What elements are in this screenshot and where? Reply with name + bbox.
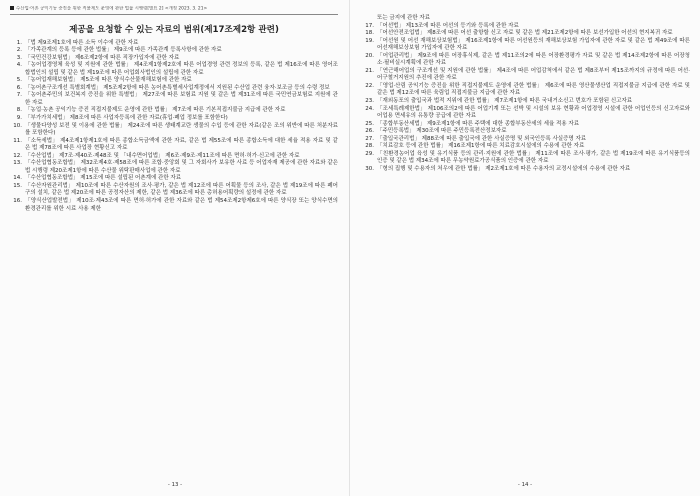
page-header — [10, 6, 338, 15]
item-text: 「수산업법」 제7조·제40조·제48조 및 「내수면어업법」 제6조·제9조·제11조에 따른 면허·허가·신고에 관한 자료 — [25, 152, 300, 159]
list-item — [362, 53, 690, 68]
item-text: 「농어업경영체 육성 및 지원에 관한 법률」 제4조제1항제2호에 따른 어업경영 관련 정보의 등록, 같은 법 제16조에 따른 영어조합법인의 설립 및 같은 법 제19조에 따른 어업회사법인의 설립에 관한 자료 — [25, 62, 338, 76]
item-text: 「생물다양성 보전 및 이용에 관한 법률」 제24조에 따른 생태계교란 생물의 수입 등에 관한 자료(같은 조의 위반에 따른 처분자료를 포함한다) — [25, 122, 338, 137]
item-number: 14. — [13, 175, 22, 182]
item-number: 9. — [16, 114, 22, 121]
list-item — [10, 107, 338, 115]
item-number: 29. — [365, 150, 374, 157]
item-text: 「양식산업발전법」 제10조·제43조에 따른 면허·허가에 관한 자료와 같은 법 제54조제2항제6호에 따른 양식장 또는 양식수면의 환경관리를 위한 시료 사용 제한 — [25, 197, 338, 212]
list-item — [362, 128, 690, 136]
item-number: 26. — [365, 128, 374, 135]
item-text: 「수산자원관리법」 제10조에 따른 수산자원의 조사·평가, 같은 법 제12조에 따른 어획물 등의 조사, 같은 법 제19조에 따른 폐어구의 설치, 같은 법 제20조에 따른 공정자산의 제한, 같은 법 제36조에 따른 총허용어획량의 설정에 관한 자료 — [25, 182, 338, 197]
item-text: 「출입국관리법」 제88조에 따른 출입국에 관한 사실증명 및 외국인등록 사실증명 자료 — [377, 135, 587, 142]
item-text: 「친환경농어업 육성 및 유기식품 등의 관리·지원에 관한 법률」 제11조에 따른 조사·평가, 같은 법 제19조에 따른 유기식품등의 인증 및 같은 법 제34조에 따른 무농약원료가공식품의 인증에 관한 자료 — [377, 150, 690, 165]
list-item — [10, 160, 338, 175]
list-item — [10, 55, 338, 63]
item-number: 12. — [13, 152, 22, 159]
list-item — [10, 77, 338, 85]
list-item — [10, 47, 338, 55]
list-item — [362, 151, 690, 166]
item-number — [362, 15, 377, 23]
item-number: 8. — [16, 107, 22, 114]
item-number: 1. — [16, 39, 22, 46]
right-item-list — [362, 15, 690, 173]
item-number: 3. — [16, 54, 22, 61]
list-item — [362, 83, 690, 98]
item-number: 20. — [365, 52, 374, 59]
item-number: 28. — [365, 143, 374, 150]
list-item — [10, 62, 338, 77]
right-top-spacer — [362, 6, 690, 15]
item-number: 22. — [365, 82, 374, 89]
list-item — [10, 115, 338, 123]
list-item — [10, 40, 338, 48]
item-number: 10. — [13, 122, 22, 129]
item-text: 「농어촌주민의 보건복지 증진을 위한 특별법」 제27조에 따른 보험료 지원 및 같은 법 제31조에 따른 국민연금보험료 지원에 관한 자료 — [25, 92, 338, 106]
item-number: 4. — [16, 62, 22, 69]
list-item — [10, 138, 338, 153]
item-text: 「수산업협동조합법」 제32조제4호·제58조에 따른 조합·중앙회 및 그 자회사가 보유한 사료 등 어업자재 제공에 관한 자료와 같은 법 시행령 제20조제1항에 따른 수산물 위탁판매사업에 관한 자료 — [25, 160, 338, 174]
item-number: 18. — [365, 30, 374, 37]
document-title: 제공을 요청할 수 있는 자료의 범위(제17조제2항 관련) — [69, 24, 279, 35]
list-item — [362, 143, 690, 151]
item-text: 「연근해어업의 구조개선 및 지원에 관한 법률」 제4조에 따른 어업감척에서 같은 법 제8조부터 제15조까지의 규정에 따른 어선·어구철거지원의 추진에 관한 자료 — [377, 67, 690, 82]
header-square-icon — [10, 6, 14, 10]
list-item — [362, 15, 690, 23]
item-text: 「농업·농촌 공익기능 증진 직접지불제도 운영에 관한 법률」 제7조에 따른 기본직접지불금 지급에 관한 자료 — [25, 107, 286, 114]
item-number: 5. — [16, 77, 22, 84]
item-number: 30. — [365, 165, 374, 172]
item-number: 25. — [365, 120, 374, 127]
page-number-right: - 14 - — [517, 482, 533, 488]
item-number: 13. — [13, 160, 22, 167]
item-number: 19. — [365, 37, 374, 44]
item-number: 24. — [365, 105, 374, 112]
item-text: 「소득세법」 제4조제1항제1호에 따른 종합소득금액에 관한 자료, 같은 법 제55조에 따른 종합소득에 대한 세율 적용 자료 및 같은 법 제78조에 따른 사업장 현황신고 자료 — [25, 137, 338, 152]
right-page — [350, 0, 700, 496]
item-text: 「종합부동산세법」 제9조제1항에 따른 주택에 대한 종합부동산세의 세율 적용 자료 — [377, 120, 580, 127]
list-item — [10, 183, 338, 198]
list-item — [10, 198, 338, 213]
item-text: 「어선법」 제13조에 따른 어선의 등기와 등록에 관한 자료 — [377, 22, 519, 29]
item-number: 15. — [13, 182, 22, 189]
item-text: 또는 금지에 관한 자료 — [377, 15, 431, 21]
item-text: 「법 제9조제1호에 따른 소득 이수에 관한 자료 — [25, 39, 139, 46]
list-item — [362, 98, 690, 106]
item-text: 「농어촌구조개선 특별회계법」 제5조제2항에 따른 농어촌특별세사업계정에서 지원된 수산업 관련 융자·보조금 등의 수령 정보 — [25, 84, 330, 91]
left-item-list — [10, 40, 338, 214]
item-text: 「농어업재해보험법」 제5조에 따른 양식수산물재해보험에 관한 자료 — [25, 77, 192, 84]
item-text: 「국민건강보험법」 제6조제2항에 따른 직장가입자에 관한 자료 — [25, 54, 180, 61]
list-item — [362, 23, 690, 31]
item-text: 「수산업협동조합법」 제15조에 따른 설립된 어촌계에 관한 자료 — [25, 175, 182, 182]
item-text: 「조세특례제한법」 제106조의2에 따른 어업기계 또는 선박 및 시설의 보유 현황과 어업경영 시설에 관한 어업인등의 신고자료와 어업용 면세유의 유통량 공급에 관한 자료 — [377, 105, 690, 120]
list-item — [362, 166, 690, 174]
item-number: 27. — [365, 135, 374, 142]
item-text: 「어선안전조업법」 제8조에 따른 어선 출항할 신고 자료 및 같은 법 제21조제2항에 따른 보선가입한 어선의 현지복귀 자료 — [377, 30, 673, 37]
list-item — [362, 68, 690, 83]
list-item — [10, 123, 338, 138]
item-text: 「주민등록법」 제30조에 따른 주민등록전산정보자료 — [377, 128, 507, 135]
list-item — [10, 92, 338, 107]
list-item — [362, 106, 690, 121]
page-number-left: - 13 - — [167, 482, 183, 488]
list-item — [362, 38, 690, 53]
item-number: 2. — [16, 47, 22, 54]
item-number: 16. — [13, 197, 22, 204]
item-text: 「부가가치세법」 제8조에 따른 사업자등록에 관한 자료(휴업·폐업 정보를 포함한다) — [25, 114, 228, 121]
item-number: 21. — [365, 67, 374, 74]
item-text: 「어선원 및 어선 재해보상보험법」 제16조제1항에 따른 어선원등의 재해보상보험 가입자에 관한 자료 및 같은 법 제49조에 따른 어선재해보상보험 가입자에 관한 자료 — [377, 37, 690, 52]
item-number: 17. — [365, 22, 374, 29]
item-text: 「영업·산림 공익기능 증진을 위한 직접지불제도 운영에 관한 법률」 제6조에 따른 영산물생산업 직접지불금 지급에 관한 자료 및 같은 법 제12조에 따른 육림업 직접지불금 지급에 관한 자료 — [377, 82, 690, 97]
item-text: 「재외동포의 출입국과 법적 지위에 관한 법률」 제7조제1항에 따른 국내거소신고 번호가 포함된 신고자료 — [377, 98, 633, 105]
header-text: 수산업·어촌 공익기능 증진을 위한 직불제도 운영에 관한 법률 시행령[별표 2] <개정 2023. 3. 21> — [16, 6, 208, 12]
item-text: 「치료감호 등에 관한 법률」 제16조제1항에 따른 치료감호시설에의 수용에 관한 자료 — [377, 143, 585, 150]
item-text: 「형의 집행 및 수용자의 처우에 관한 법률」 제2조제1호에 따른 수용자의 교정시설에의 수용에 관한 자료 — [377, 165, 631, 172]
list-item — [362, 30, 690, 38]
item-number: 6. — [16, 84, 22, 91]
item-number: 23. — [365, 98, 374, 105]
item-number: 11. — [13, 137, 22, 144]
item-text: 「가족관계의 등록 등에 관한 법률」 제9조에 따른 가족관계 등록사항에 관한 자료 — [25, 47, 222, 54]
item-text: 「어업관리법」 제9조에 따른 어장휴식제, 같은 법 제11조의2에 따른 어장환경평가 자료 및 같은 법 제14조제2항에 따른 어장청소·필비실시계획에 관한 자료 — [377, 52, 690, 67]
list-item — [10, 175, 338, 183]
item-number: 7. — [16, 92, 22, 99]
